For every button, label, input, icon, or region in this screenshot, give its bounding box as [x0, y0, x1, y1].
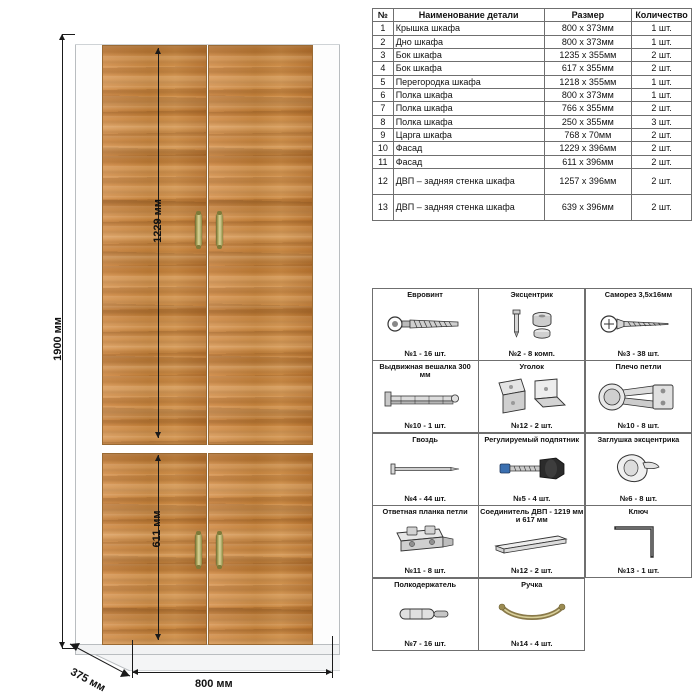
pull-out-hanger-icon [374, 380, 477, 421]
hardware-title: Полкодержатель [394, 579, 457, 589]
handle-upper-right[interactable] [216, 213, 223, 247]
cell-name: Фасад [393, 155, 544, 168]
cell-number: 13 [373, 195, 394, 221]
parts-table-header-row [373, 9, 692, 22]
hardware-title: Соединитель ДВП - 1219 мм и 617 мм [480, 507, 584, 525]
hardware-title: Выдвижная вешалка 300 мм [379, 362, 471, 380]
hardware-item-hdf-connector [478, 505, 585, 578]
cell-qty: 2 шт. [632, 102, 692, 115]
cell-qty: 3 шт. [632, 115, 692, 128]
cell-size: 639 x 396мм [544, 195, 631, 221]
cell-size: 766 x 355мм [544, 102, 631, 115]
hardware-item-self-tapping-screw [585, 288, 692, 361]
hardware-item-adjustable-foot [478, 433, 585, 506]
header-name: Наименование детали [393, 9, 544, 22]
cell-size: 1229 x 396мм [544, 142, 631, 155]
width-extension-right [332, 636, 333, 678]
hardware-item-hinge-plate [372, 505, 479, 578]
cell-name: Полка шкафа [393, 102, 544, 115]
cell-name: Перегородка шкафа [393, 75, 544, 88]
nail-icon [374, 445, 477, 494]
lower-door-arrow-top [155, 455, 161, 461]
hardware-item-cam-lock [478, 288, 585, 361]
cell-qty: 2 шт. [632, 169, 692, 195]
table-row [373, 129, 692, 142]
header-quantity: Количество [632, 9, 692, 22]
hardware-title: Заглушка эксцентрика [597, 434, 680, 444]
depth-label: 375 мм [68, 666, 108, 695]
cell-qty: 2 шт. [632, 129, 692, 142]
cell-qty: 1 шт. [632, 35, 692, 48]
hardware-item-handle [478, 578, 585, 651]
total-height-label: 1900 мм [52, 317, 64, 361]
cell-number: 8 [373, 115, 394, 128]
cell-size: 1218 x 355мм [544, 75, 631, 88]
cam-lock-icon [480, 300, 583, 349]
hdf-connector-icon [480, 525, 583, 566]
cell-size: 611 x 396мм [544, 155, 631, 168]
door-lower-right[interactable] [208, 453, 313, 645]
cell-name: Полка шкафа [393, 89, 544, 102]
cell-qty: 2 шт. [632, 142, 692, 155]
cell-size: 800 x 373мм [544, 35, 631, 48]
cell-size: 800 x 373мм [544, 89, 631, 102]
upper-door-arrow-top [155, 48, 161, 54]
table-row [373, 22, 692, 35]
hardware-qty: №10 - 8 шт. [617, 421, 660, 430]
cell-size: 617 x 355мм [544, 62, 631, 75]
corner-bracket-icon [480, 372, 583, 421]
euro-screw-icon [374, 300, 477, 349]
cell-number: 10 [373, 142, 394, 155]
hardware-qty: №11 - 8 шт. [404, 566, 446, 575]
self-tapping-screw-icon [587, 300, 690, 349]
cell-number: 4 [373, 62, 394, 75]
cell-name: ДВП – задняя стенка шкафа [393, 195, 544, 221]
width-label: 800 мм [195, 678, 233, 690]
cell-name: Фасад [393, 142, 544, 155]
upper-door-arrow-bottom [155, 432, 161, 438]
hinge-plate-icon [374, 517, 477, 566]
cell-qty: 2 шт. [632, 62, 692, 75]
allen-key-icon [587, 517, 690, 566]
lower-door-arrow-bottom [155, 634, 161, 640]
cell-qty: 2 шт. [632, 195, 692, 221]
cell-name: Бок шкафа [393, 49, 544, 62]
cell-size: 1257 x 396мм [544, 169, 631, 195]
table-row [373, 62, 692, 75]
hardware-qty: №13 - 1 шт. [617, 566, 660, 575]
table-row [373, 195, 692, 221]
hardware-item-cam-cover-cap [585, 433, 692, 506]
handle-upper-left[interactable] [195, 213, 202, 247]
table-row [373, 115, 692, 128]
table-row [373, 35, 692, 48]
hardware-item-hinge-arm [585, 360, 692, 433]
hardware-grid-filler [585, 578, 692, 651]
shelf-support-icon [374, 590, 477, 639]
cell-qty: 1 шт. [632, 89, 692, 102]
table-row [373, 155, 692, 168]
door-upper-right[interactable] [208, 45, 313, 445]
hardware-qty: №2 - 8 комп. [508, 348, 555, 358]
cell-name: Полка шкафа [393, 115, 544, 128]
cell-name: ДВП – задняя стенка шкафа [393, 169, 544, 195]
hardware-qty: №3 - 38 шт. [617, 348, 660, 358]
hardware-item-pull-out-hanger [372, 360, 479, 433]
hardware-title: Ручка [521, 579, 543, 589]
parts-table [372, 8, 692, 221]
header-number: № [373, 9, 394, 22]
cell-number: 1 [373, 22, 394, 35]
hardware-item-nail [372, 433, 479, 506]
cabinet-body [75, 33, 340, 648]
adjustable-foot-icon [480, 445, 583, 494]
hardware-item-euro-screw [372, 288, 479, 361]
table-row [373, 49, 692, 62]
cell-name: Царга шкафа [393, 129, 544, 142]
handle-lower-left[interactable] [195, 533, 202, 567]
door-separation-gap [102, 445, 313, 453]
cell-qty: 1 шт. [632, 75, 692, 88]
hardware-item-corner-bracket [478, 360, 585, 433]
hardware-title: Евровинт [407, 289, 443, 299]
hardware-qty: №12 - 2 шт. [511, 566, 553, 575]
cell-size: 250 x 355мм [544, 115, 631, 128]
cell-name: Бок шкафа [393, 62, 544, 75]
upper-door-height-label: 1229 мм [152, 199, 164, 243]
cell-number: 5 [373, 75, 394, 88]
hardware-item-allen-key [585, 505, 692, 578]
hardware-qty: №1 - 16 шт. [404, 348, 446, 358]
table-row [373, 142, 692, 155]
cell-qty: 2 шт. [632, 49, 692, 62]
parts-list [372, 8, 692, 221]
cell-name: Крышка шкафа [393, 22, 544, 35]
hardware-title: Саморез 3,5x16мм [604, 289, 673, 299]
hardware-qty: №10 - 1 шт. [404, 421, 446, 430]
header-size: Размер [544, 9, 631, 22]
cell-qty: 2 шт. [632, 155, 692, 168]
table-row [373, 75, 692, 88]
cell-qty: 1 шт. [632, 22, 692, 35]
hardware-qty: №12 - 2 шт. [511, 421, 553, 430]
hardware-title: Ключ [628, 507, 649, 516]
table-row [373, 102, 692, 115]
hardware-title: Гвоздь [412, 434, 438, 444]
cam-cover-cap-icon [587, 445, 690, 494]
cell-number: 11 [373, 155, 394, 168]
handle-lower-right[interactable] [216, 533, 223, 567]
hardware-title: Регулируемый подпятник [484, 434, 580, 444]
cell-number: 7 [373, 102, 394, 115]
cell-size: 800 x 373мм [544, 22, 631, 35]
cell-size: 768 x 70мм [544, 129, 631, 142]
hardware-item-shelf-support [372, 578, 479, 651]
hardware-qty: №4 - 44 шт. [404, 493, 446, 503]
cabinet-top-panel [75, 33, 340, 45]
hardware-title: Эксцентрик [510, 289, 553, 299]
table-row [373, 89, 692, 102]
cell-number: 9 [373, 129, 394, 142]
hardware-qty: №7 - 16 шт. [404, 638, 446, 648]
hardware-title: Плечо петли [615, 362, 662, 371]
lower-door-height-label: 611 мм [151, 510, 163, 548]
hardware-qty: №6 - 8 шт. [619, 493, 658, 503]
cell-name: Дно шкафа [393, 35, 544, 48]
cell-number: 12 [373, 169, 394, 195]
cell-number: 3 [373, 49, 394, 62]
handle-icon [480, 590, 583, 639]
hardware-qty: №5 - 4 шт. [513, 493, 551, 503]
cell-number: 2 [373, 35, 394, 48]
hardware-list [372, 288, 692, 651]
cell-size: 1235 x 355мм [544, 49, 631, 62]
hardware-title: Ответная планка петли [382, 507, 468, 516]
cell-number: 6 [373, 89, 394, 102]
width-dimension-line [132, 672, 332, 673]
hinge-arm-icon [587, 372, 690, 421]
hardware-title: Уголок [519, 362, 544, 371]
hardware-qty: №14 - 4 шт. [511, 638, 553, 648]
table-row [373, 169, 692, 195]
